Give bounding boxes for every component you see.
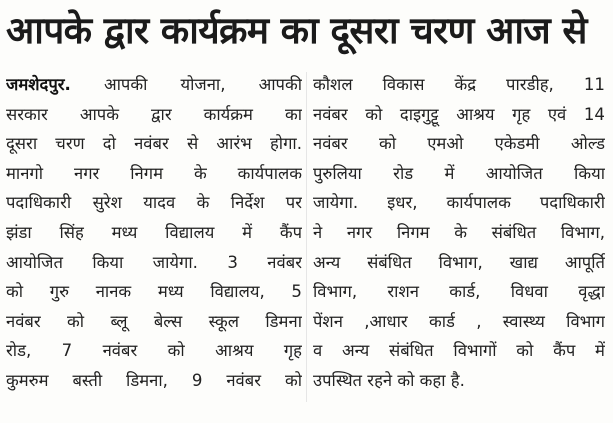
article-column-left xyxy=(6,70,302,396)
article-line: नवंबर को ब्लू बेल्स स्कूल डिमना xyxy=(6,311,302,331)
article-line: उपस्थित रहने को कहा है. xyxy=(313,370,465,390)
article-line: मानगो नगर निगम के कार्यपालक xyxy=(6,163,302,183)
dateline: जमशेदपुर. xyxy=(6,75,71,94)
article-column-right xyxy=(313,70,605,396)
article-line: अन्य संबंधित विभाग, खाद्य आपूर्ति xyxy=(313,252,605,272)
article-line: दूसरा चरण दो नवंबर से आरंभ होगा. xyxy=(6,134,302,154)
article-line: झंडा सिंह मध्य विद्यालय में कैंप xyxy=(6,222,302,242)
article-line xyxy=(6,70,302,100)
article-line: सरकार आपके द्वार कार्यक्रम का xyxy=(6,104,302,124)
article-line: ने नगर निगम के संबंधित विभाग, xyxy=(313,222,605,242)
article-line: कुमरुम बस्ती डिमना, 9 नवंबर को xyxy=(6,370,302,390)
article-line: पुरुलिया रोड में आयोजित किया xyxy=(313,163,605,183)
article-line: नवंबर को एमओ एकेडमी ओल्ड xyxy=(313,134,605,154)
article-line: जायेगा. इधर, कार्यपालक पदाधिकारी xyxy=(313,193,605,213)
article-line: को गुरु नानक मध्य विद्यालय, 5 xyxy=(6,282,302,302)
article-line: पेंशन ,आधार कार्ड , स्वास्थ्य विभाग xyxy=(313,311,605,331)
article-line: व अन्य संबंधित विभागों को कैंप में xyxy=(313,341,605,361)
article-line: रोड, 7 नवंबर को आश्रय गृह xyxy=(6,341,302,361)
headline: आपके द्वार कार्यक्रम का दूसरा चरण आज से xyxy=(6,9,587,52)
article-line: आयोजित किया जायेगा. 3 नवंबर xyxy=(6,252,302,272)
article-line-text: आपकी योजना, आपकी xyxy=(70,75,302,94)
article-line: नवंबर को दाइगुट्टू आश्रय गृह एवं 14 xyxy=(313,104,605,124)
article-line: पदाधिकारी सुरेश यादव के निर्देश पर xyxy=(6,193,302,213)
article-line: विभाग, राशन कार्ड, विधवा वृद्धा xyxy=(313,282,605,302)
article-line: कौशल विकास केंद्र पारडीह, 11 xyxy=(313,75,605,94)
column-divider xyxy=(306,72,307,402)
